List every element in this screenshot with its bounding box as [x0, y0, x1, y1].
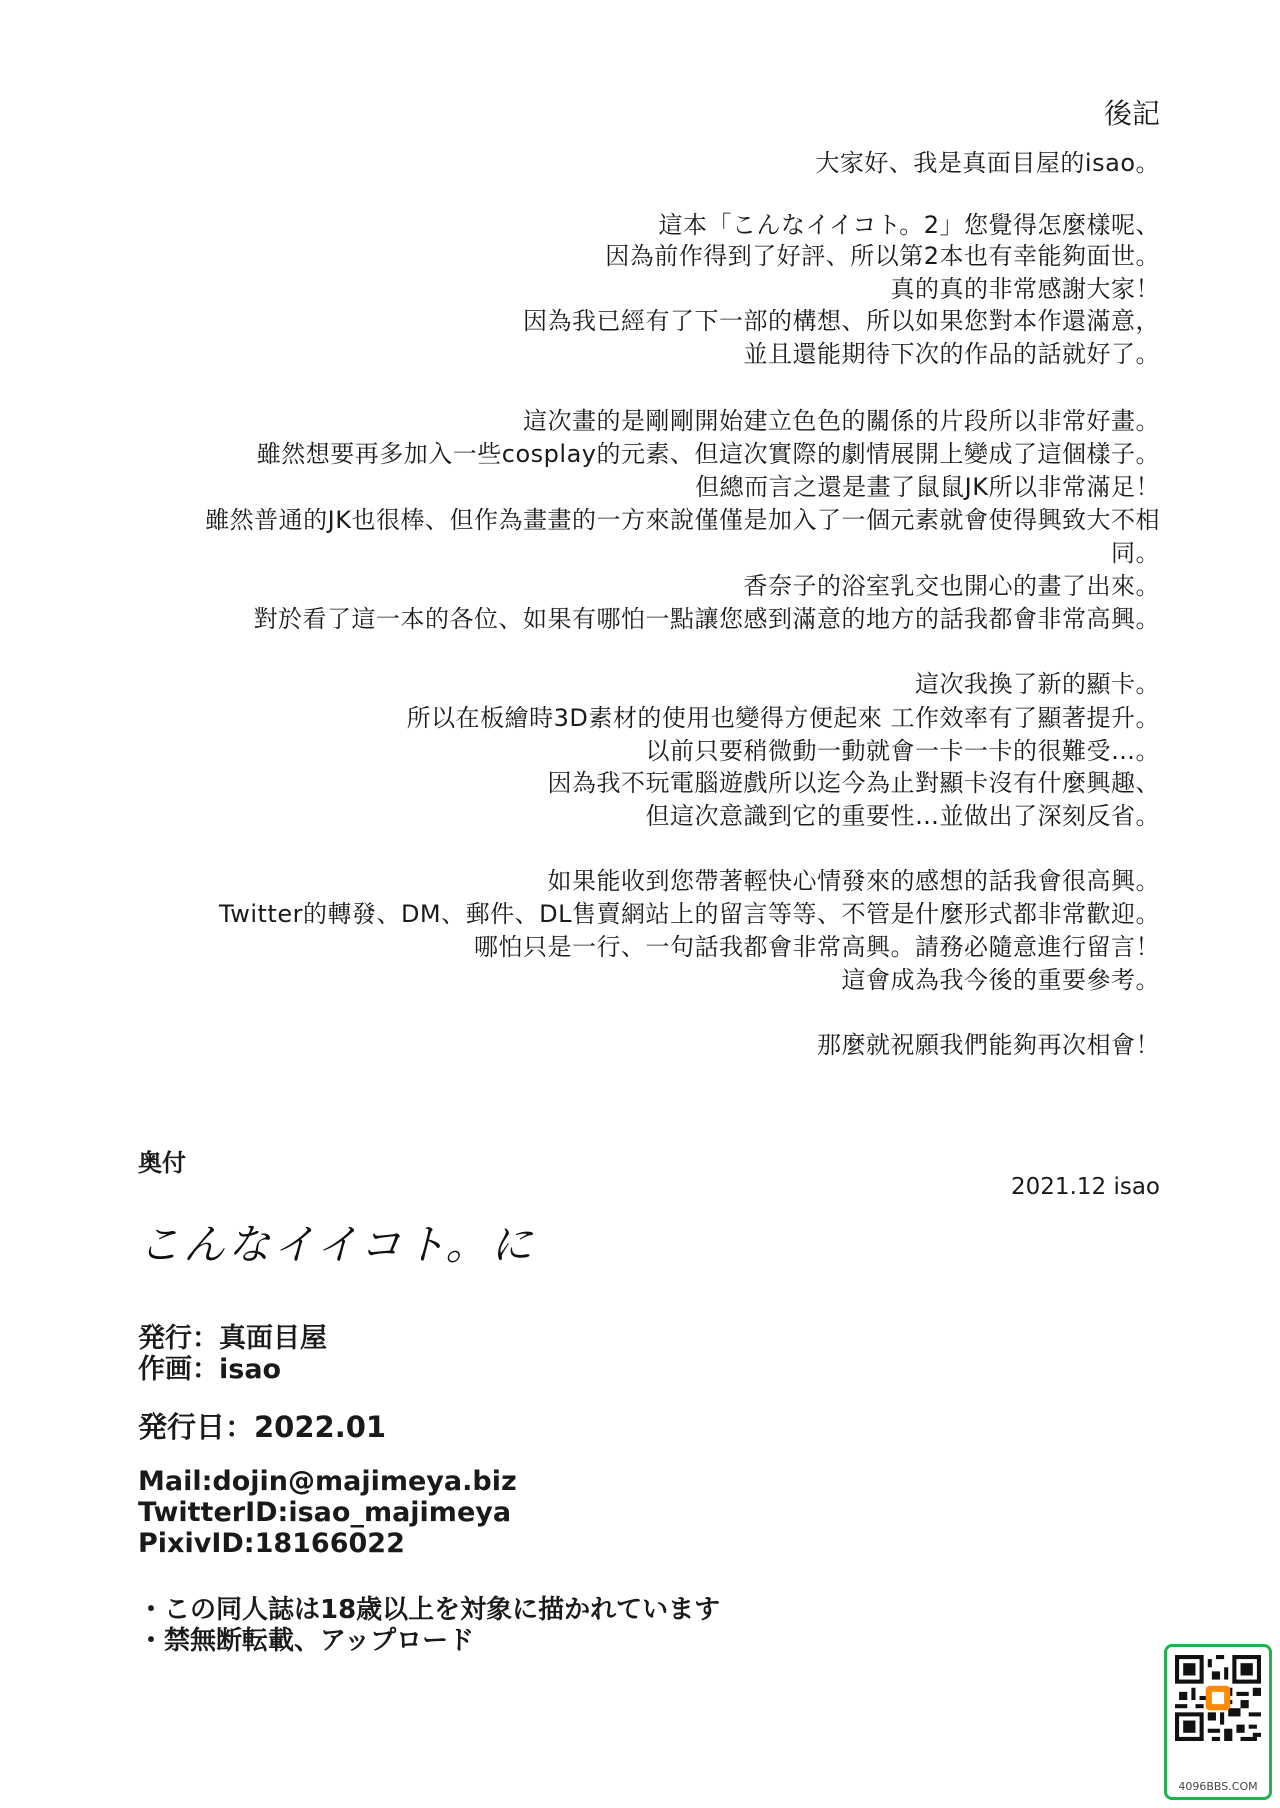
afterword-line: 所以在板繪時3D素材的使用也變得方便起來 工作效率有了顯著提升。 — [406, 704, 1160, 732]
colophon-note-age: ・この同人誌は18歳以上を対象に描かれています — [138, 1595, 721, 1625]
afterword-line: 如果能收到您帶著輕快心情發來的感想的話我會很高興。 — [547, 867, 1160, 895]
colophon-mail: Mail:dojin@majimeya.biz — [138, 1466, 517, 1497]
afterword-line: 雖然普通的JK也很棒、但作為畫畫的一方來說僅僅是加入了一個元素就會使得興致大不相 — [205, 506, 1160, 534]
afterword-line: 哪怕只是一行、一句話我都會非常高興。請務必隨意進行留言！ — [474, 933, 1160, 961]
afterword-signature: 2021.12 isao — [1011, 1174, 1160, 1200]
colophon-twitter: TwitterID:isao_majimeya — [138, 1497, 512, 1528]
afterword-line: 大家好、我是真面目屋的isao。 — [815, 149, 1160, 177]
afterword-line: 這次我換了新的顯卡。 — [915, 670, 1160, 698]
afterword-line: 並且還能期待下次的作品的話就好了。 — [743, 340, 1160, 368]
afterword-line: Twitter的轉發、DM、郵件、DL售賣網站上的留言等等、不管是什麼形式都非常歡迎。 — [219, 900, 1160, 928]
afterword-line: 那麼就祝願我們能夠再次相會！ — [817, 1031, 1160, 1059]
colophon-publisher: 発行：真面目屋 — [138, 1323, 327, 1354]
afterword-line: 但這次意識到它的重要性…並做出了深刻反省。 — [645, 802, 1160, 830]
afterword-line: 這會成為我今後的重要參考。 — [841, 966, 1160, 994]
afterword-line: 同。 — [1111, 539, 1160, 567]
afterword-line: 雖然想要再多加入一些cosplay的元素、但這次實際的劇情展開上變成了這個樣子。 — [256, 440, 1160, 468]
colophon-pixiv: PixivID:18166022 — [138, 1528, 405, 1559]
colophon-artist: 作画：isao — [138, 1354, 282, 1385]
qr-code-icon — [1175, 1655, 1261, 1741]
watermark-badge — [1164, 1644, 1272, 1800]
afterword-line: 這本「こんなイイコト。2」您覺得怎麼樣呢、 — [658, 211, 1160, 239]
title-logo: こんなイイコト。に — [138, 1220, 536, 1269]
watermark-site-label: 4096BBS.COM — [1178, 1780, 1258, 1793]
afterword-line: 香奈子的浴室乳交也開心的畫了出來。 — [743, 572, 1160, 600]
afterword-line: 這次畫的是剛剛開始建立色色的關係的片段所以非常好畫。 — [523, 407, 1160, 435]
afterword-line: 真的真的非常感謝大家！ — [890, 275, 1160, 303]
afterword-line: 因為我不玩電腦遊戲所以迄今為止對顯卡沒有什麼興趣、 — [547, 769, 1160, 797]
afterword-line: 因為我已經有了下一部的構想、所以如果您對本作還滿意， — [523, 307, 1160, 335]
colophon-release-date: 発行日：2022.01 — [138, 1410, 387, 1444]
afterword-title: 後記 — [1103, 97, 1160, 130]
afterword-line: 對於看了這一本的各位、如果有哪怕一點讓您感到滿意的地方的話我都會非常高興。 — [253, 605, 1160, 633]
afterword-line: 以前只要稍微動一動就會一卡一卡的很難受…。 — [645, 737, 1160, 765]
colophon-heading: 奥付 — [138, 1149, 186, 1177]
afterword-line: 但總而言之還是畫了鼠鼠JK所以非常滿足！ — [695, 473, 1160, 501]
colophon-note-copyright: ・禁無断転載、アップロード — [138, 1626, 475, 1656]
afterword-line: 因為前作得到了好評、所以第2本也有幸能夠面世。 — [605, 242, 1160, 270]
